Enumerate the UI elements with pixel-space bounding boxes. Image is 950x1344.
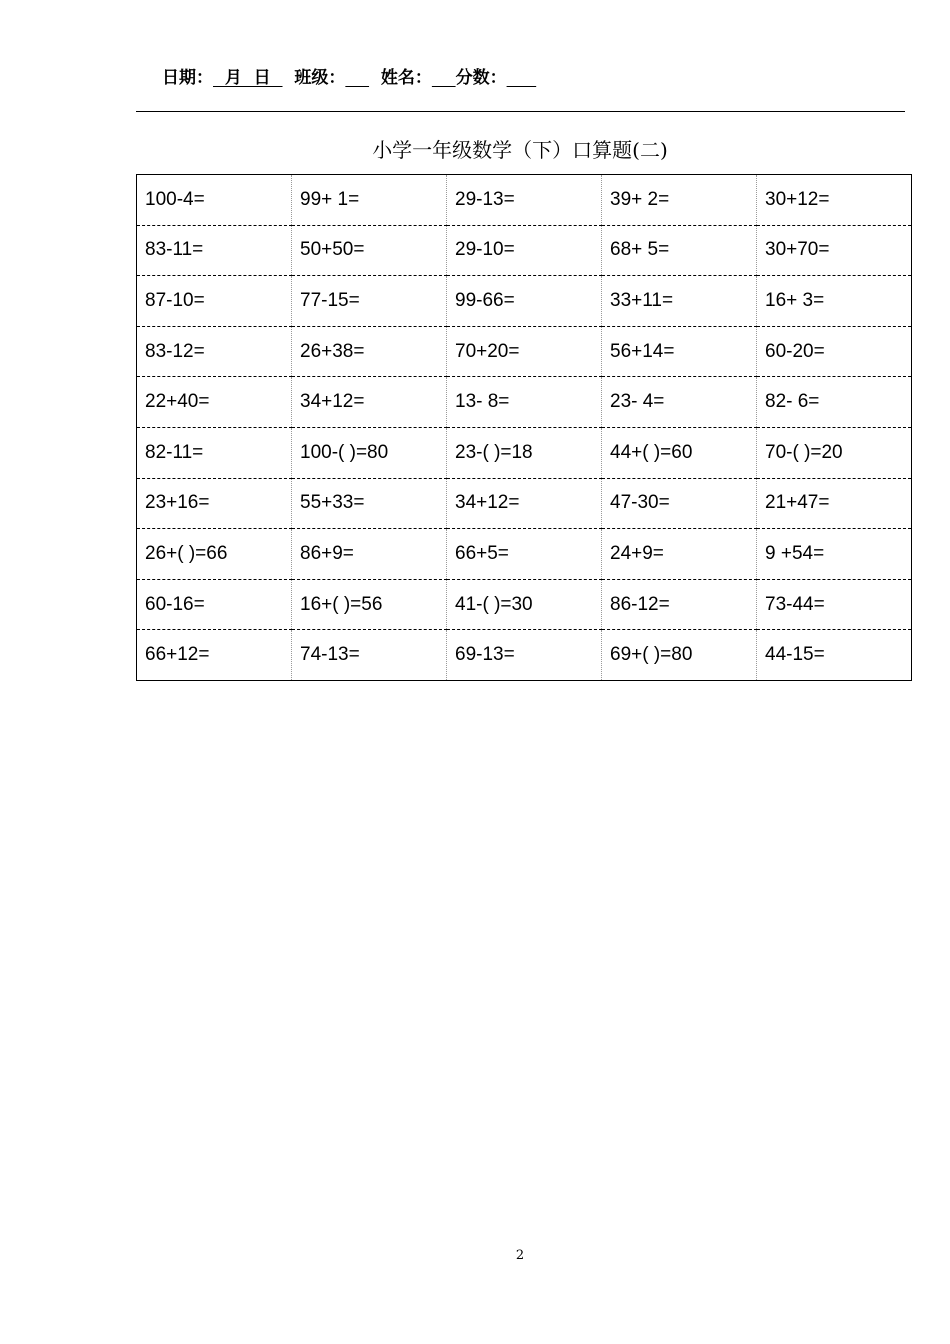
problem-cell: 56+14= xyxy=(602,326,757,377)
problem-cell: 26+38= xyxy=(292,326,447,377)
problem-cell: 99-66= xyxy=(447,276,602,327)
problem-cell: 44+( )=60 xyxy=(602,427,757,478)
problem-row xyxy=(137,377,912,428)
problem-cell: 69-13= xyxy=(447,630,602,681)
problem-cell: 70-( )=20 xyxy=(757,427,912,478)
date-label: 日期： xyxy=(162,68,213,88)
problem-row xyxy=(137,276,912,327)
problem-cell: 29-10= xyxy=(447,225,602,276)
problem-row xyxy=(137,175,912,226)
problem-cell: 87-10= xyxy=(137,276,292,327)
problem-cell: 83-11= xyxy=(137,225,292,276)
problem-cell: 74-13= xyxy=(292,630,447,681)
problem-cell: 77-15= xyxy=(292,276,447,327)
problem-cell: 100-( )=80 xyxy=(292,427,447,478)
problem-cell: 39+ 2= xyxy=(602,175,757,226)
problem-cell: 33+11= xyxy=(602,276,757,327)
problem-cell: 34+12= xyxy=(447,478,602,529)
problem-cell: 23-( )=18 xyxy=(447,427,602,478)
name-blank[interactable] xyxy=(432,68,456,88)
problem-cell: 60-20= xyxy=(757,326,912,377)
problem-cell: 100-4= xyxy=(137,175,292,226)
problem-row xyxy=(137,478,912,529)
problem-cell: 82- 6= xyxy=(757,377,912,428)
problem-cell: 24+9= xyxy=(602,529,757,580)
page-number: 2 xyxy=(515,1248,525,1263)
problem-cell: 55+33= xyxy=(292,478,447,529)
class-blank[interactable] xyxy=(345,68,369,88)
class-label: 班级： xyxy=(294,68,346,88)
problem-cell: 66+12= xyxy=(145,644,210,666)
header-divider xyxy=(136,111,905,112)
problem-cell: 23+16= xyxy=(137,478,292,529)
problem-cell: 13- 8= xyxy=(447,377,602,428)
problem-cell: 99+ 1= xyxy=(292,175,447,226)
problem-cell: 21+47= xyxy=(757,478,912,529)
problem-cell: 16+( )=56 xyxy=(292,579,447,630)
problem-cell: 29-13= xyxy=(447,175,602,226)
problem-cell: 22+40= xyxy=(137,377,292,428)
problem-cell: 70+20= xyxy=(447,326,602,377)
problem-grid xyxy=(136,174,912,681)
score-label: 分数： xyxy=(455,68,507,88)
problem-cell: 30+12= xyxy=(757,175,912,226)
problem-cell: 73-44= xyxy=(757,579,912,630)
date-blank[interactable]: 月 日 xyxy=(213,68,283,88)
problem-cell: 30+70= xyxy=(757,225,912,276)
problem-row xyxy=(137,326,912,377)
worksheet-title: 小学一年级数学（下）口算题(二) xyxy=(372,138,668,162)
problem-cell: 86-12= xyxy=(602,579,757,630)
problem-cell: 68+ 5= xyxy=(602,225,757,276)
problem-cell: 50+50= xyxy=(292,225,447,276)
problem-cell: 47-30= xyxy=(602,478,757,529)
problem-row xyxy=(137,427,912,478)
problem-row xyxy=(137,225,912,276)
problem-cell: 60-16= xyxy=(137,579,292,630)
problem-cell: 34+12= xyxy=(292,377,447,428)
name-label: 姓名： xyxy=(380,68,432,88)
problem-cell: 82-11= xyxy=(137,427,292,478)
problem-row xyxy=(137,579,912,630)
problem-cell: 16+ 3= xyxy=(757,276,912,327)
problem-cell: 69+( )=80 xyxy=(602,630,757,681)
problem-cell: 9 +54= xyxy=(757,529,912,580)
problem-cell: 44-15= xyxy=(757,630,912,681)
problem-row xyxy=(137,630,912,681)
problem-cell: 41-( )=30 xyxy=(447,579,602,630)
problem-cell: 66+5= xyxy=(447,529,602,580)
score-blank[interactable] xyxy=(507,68,537,88)
worksheet-header xyxy=(162,66,536,90)
problem-cell: 86+9= xyxy=(292,529,447,580)
problem-cell: 83-12= xyxy=(137,326,292,377)
problem-cell: 23- 4= xyxy=(602,377,757,428)
problem-cell: 26+( )=66 xyxy=(137,529,292,580)
problem-row xyxy=(137,529,912,580)
